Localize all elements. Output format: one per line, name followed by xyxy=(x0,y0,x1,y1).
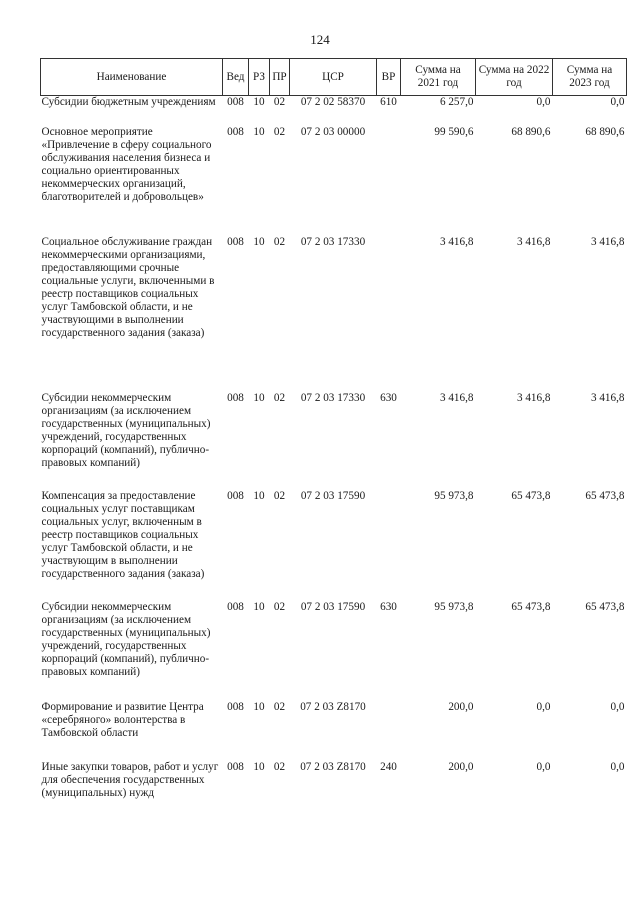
row-csr: 07 2 03 Z8170 xyxy=(300,700,366,713)
row-sum-2021: 99 590,6 xyxy=(434,125,474,138)
row-rz: 10 xyxy=(253,235,265,248)
table-row xyxy=(41,392,627,490)
row-csr: 07 2 03 17330 xyxy=(300,391,366,404)
row-sum-2023: 65 473,8 xyxy=(585,489,625,502)
row-csr: 07 2 03 17590 xyxy=(300,600,366,613)
row-pr: 02 xyxy=(273,125,286,138)
header-vr: ВР xyxy=(377,59,401,96)
row-name: Основное мероприятие «Привлечение в сферу социального обслуживания населения бизнеса и социально ориентированных некоммерческих организаций, благотворителей и добровольцев» xyxy=(41,125,212,203)
row-sum-2022: 0,0 xyxy=(536,96,551,108)
row-vr: 240 xyxy=(380,760,397,773)
row-ved: 008 xyxy=(227,235,244,248)
header-csr: ЦСР xyxy=(290,59,377,96)
row-sum-2021: 95 973,8 xyxy=(434,600,474,613)
row-vr xyxy=(377,701,401,761)
row-rz: 10 xyxy=(253,700,265,713)
header-name: Наименование xyxy=(41,59,223,96)
budget-table xyxy=(40,58,627,821)
table-row xyxy=(41,96,627,126)
row-vr: 610 xyxy=(380,96,397,108)
row-name: Социальное обслуживание граждан некоммерческими организациями, предоставляющими срочные социальные услуги, включенными в реестр поставщиков социальных услуг Тамбовской области, и не участвующими в выполнении государственного задания (заказа) xyxy=(41,235,215,339)
row-csr: 07 2 02 58370 xyxy=(300,96,366,108)
row-sum-2021: 200,0 xyxy=(448,700,474,713)
row-name: Иные закупки товаров, работ и услуг для обеспечения государственных (муниципальных) нужд xyxy=(41,760,219,799)
table-row xyxy=(41,761,627,821)
row-sum-2023: 0,0 xyxy=(610,760,625,773)
row-vr: 630 xyxy=(380,391,397,404)
row-pr: 02 xyxy=(273,391,286,404)
row-sum-2021: 200,0 xyxy=(448,760,474,773)
row-ved: 008 xyxy=(227,391,244,404)
row-sum-2021: 95 973,8 xyxy=(434,489,474,502)
row-ved: 008 xyxy=(227,760,244,773)
table-row xyxy=(41,490,627,601)
row-rz: 10 xyxy=(253,125,265,138)
row-sum-2023: 68 890,6 xyxy=(585,125,625,138)
row-sum-2021: 6 257,0 xyxy=(439,96,474,108)
row-sum-2023: 0,0 xyxy=(610,96,625,108)
row-csr: 07 2 03 00000 xyxy=(300,125,366,138)
row-name: Компенсация за предоставление социальных услуг поставщикам социальных услуг, включенным в реестр поставщиков социальных услуг Тамбовской области, и не участвующим в выполнении государственного задания (заказа) xyxy=(41,489,205,580)
row-name: Субсидии некоммерческим организациям (за исключением государственных (муниципальных) учреждений, государственных корпораций (компаний), публично-правовых компаний) xyxy=(41,391,211,469)
row-sum-2022: 65 473,8 xyxy=(511,600,551,613)
row-pr: 02 xyxy=(273,96,286,108)
row-sum-2023: 65 473,8 xyxy=(585,600,625,613)
row-ved: 008 xyxy=(227,489,244,502)
row-sum-2022: 0,0 xyxy=(536,760,551,773)
row-sum-2022: 3 416,8 xyxy=(516,391,551,404)
row-sum-2023: 3 416,8 xyxy=(590,235,625,248)
row-sum-2021: 3 416,8 xyxy=(439,391,474,404)
row-rz: 10 xyxy=(253,391,265,404)
row-ved: 008 xyxy=(227,96,244,108)
row-ved: 008 xyxy=(227,700,244,713)
row-sum-2022: 3 416,8 xyxy=(516,235,551,248)
row-name: Субсидии некоммерческим организациям (за исключением государственных (муниципальных) учреждений, государственных корпораций (компаний), публично-правовых компаний) xyxy=(41,600,211,678)
row-vr: 630 xyxy=(380,600,397,613)
row-pr: 02 xyxy=(273,235,286,248)
row-sum-2022: 0,0 xyxy=(536,700,551,713)
row-sum-2021: 3 416,8 xyxy=(439,235,474,248)
header-ved: Вед xyxy=(223,59,249,96)
row-sum-2023: 0,0 xyxy=(610,700,625,713)
row-rz: 10 xyxy=(253,96,265,108)
header-sum-2023: Сумма на 2023 год xyxy=(553,59,627,96)
row-vr xyxy=(377,490,401,601)
row-ved: 008 xyxy=(227,600,244,613)
row-rz: 10 xyxy=(253,489,265,502)
row-pr: 02 xyxy=(273,489,286,502)
table-row xyxy=(41,236,627,392)
page-number: 124 xyxy=(310,32,330,47)
row-pr: 02 xyxy=(273,600,286,613)
row-rz: 10 xyxy=(253,760,265,773)
row-sum-2022: 68 890,6 xyxy=(511,125,551,138)
table-row xyxy=(41,701,627,761)
row-vr xyxy=(377,236,401,392)
row-csr: 07 2 03 17590 xyxy=(300,489,366,502)
table-header-row xyxy=(41,59,627,96)
row-csr: 07 2 03 17330 xyxy=(300,235,366,248)
row-pr: 02 xyxy=(273,700,286,713)
header-sum-2021: Сумма на 2021 год xyxy=(401,59,476,96)
row-rz: 10 xyxy=(253,600,265,613)
header-rz: РЗ xyxy=(249,59,270,96)
table-row xyxy=(41,601,627,701)
row-sum-2022: 65 473,8 xyxy=(511,489,551,502)
row-csr: 07 2 03 Z8170 xyxy=(300,760,366,773)
row-name: Формирование и развитие Центра «серебряного» волонтерства в Тамбовской области xyxy=(41,700,204,739)
row-name: Субсидии бюджетным учреждениям xyxy=(41,96,216,108)
row-vr xyxy=(377,126,401,236)
header-pr: ПР xyxy=(270,59,290,96)
row-sum-2023: 3 416,8 xyxy=(590,391,625,404)
header-sum-2022: Сумма на 2022 год xyxy=(476,59,553,96)
row-ved: 008 xyxy=(227,125,244,138)
table-row xyxy=(41,126,627,236)
row-pr: 02 xyxy=(273,760,286,773)
